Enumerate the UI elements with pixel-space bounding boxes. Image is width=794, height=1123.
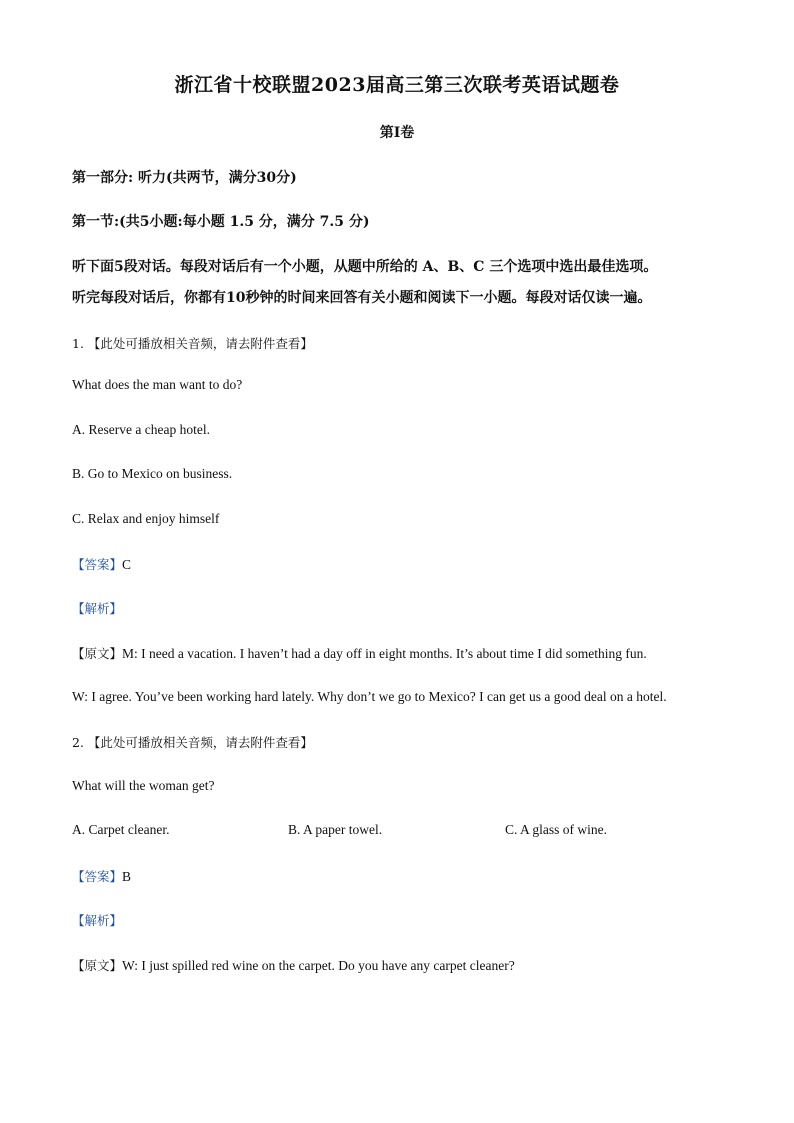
question-1-audio bbox=[72, 334, 313, 352]
question-1-original-2: W: I agree. You’ve been working hard lately. Why don’t we go to Mexico? I can get us a good deal on a hotel. bbox=[72, 689, 667, 704]
question-2-option-a: A. Carpet cleaner. bbox=[72, 822, 170, 837]
original-label: 【原文】 bbox=[72, 958, 123, 973]
question-1-analysis bbox=[72, 599, 122, 617]
answer-value: B bbox=[122, 869, 132, 884]
original-text: W: I just spilled red wine on the carpet. Do you have any carpet cleaner? bbox=[122, 958, 515, 973]
section-heading: 第一节:(共5小题:每小题 1.5 分，满分 7.5 分) bbox=[72, 214, 370, 230]
question-2-text: What will the woman get? bbox=[72, 778, 215, 793]
question-1-option-a: A. Reserve a cheap hotel. bbox=[72, 422, 210, 437]
original-text: M: I need a vacation. I haven’t had a day off in eight months. It’s about time I did something fun. bbox=[122, 646, 647, 661]
question-2-answer bbox=[72, 867, 131, 885]
question-1-option-b: B. Go to Mexico on business. bbox=[72, 466, 233, 481]
volume-heading: 第I卷 bbox=[379, 125, 415, 141]
question-2-original-1 bbox=[72, 956, 515, 974]
answer-label: 【答案】 bbox=[72, 869, 123, 884]
question-2-analysis bbox=[72, 911, 122, 929]
part-heading: 第一部分: 听力(共两节，满分30分) bbox=[72, 170, 297, 186]
question-1-original-1 bbox=[72, 644, 647, 662]
answer-label: 【答案】 bbox=[72, 557, 123, 572]
document-title: 浙江省十校联盟2023届高三第三次联考英语试题卷 bbox=[174, 74, 620, 96]
question-1-option-c: C. Relax and enjoy himself bbox=[72, 511, 220, 526]
audio-note: 【此处可播放相关音频，请去附件查看】 bbox=[87, 735, 313, 750]
analysis-label: 【解析】 bbox=[72, 913, 123, 928]
question-2-option-c: C. A glass of wine. bbox=[505, 822, 608, 837]
instruction-line-1: 听下面5段对话。每段对话后有一个小题，从题中所给的 A、B、C 三个选项中选出最佳选项。 bbox=[72, 259, 658, 275]
instruction-line-2: 听完每段对话后，你都有10秒钟的时间来回答有关小题和阅读下一小题。每段对话仅读一遍。 bbox=[72, 290, 652, 306]
original-label: 【原文】 bbox=[72, 646, 123, 661]
question-2-option-b: B. A paper towel. bbox=[288, 822, 383, 837]
answer-value: C bbox=[122, 557, 132, 572]
audio-note: 【此处可播放相关音频，请去附件查看】 bbox=[87, 336, 313, 351]
question-2-audio bbox=[72, 733, 313, 751]
question-number: 1. bbox=[72, 336, 84, 351]
question-1-answer bbox=[72, 555, 131, 573]
analysis-label: 【解析】 bbox=[72, 601, 123, 616]
question-1-text: What does the man want to do? bbox=[72, 377, 243, 392]
question-number: 2. bbox=[72, 735, 84, 750]
